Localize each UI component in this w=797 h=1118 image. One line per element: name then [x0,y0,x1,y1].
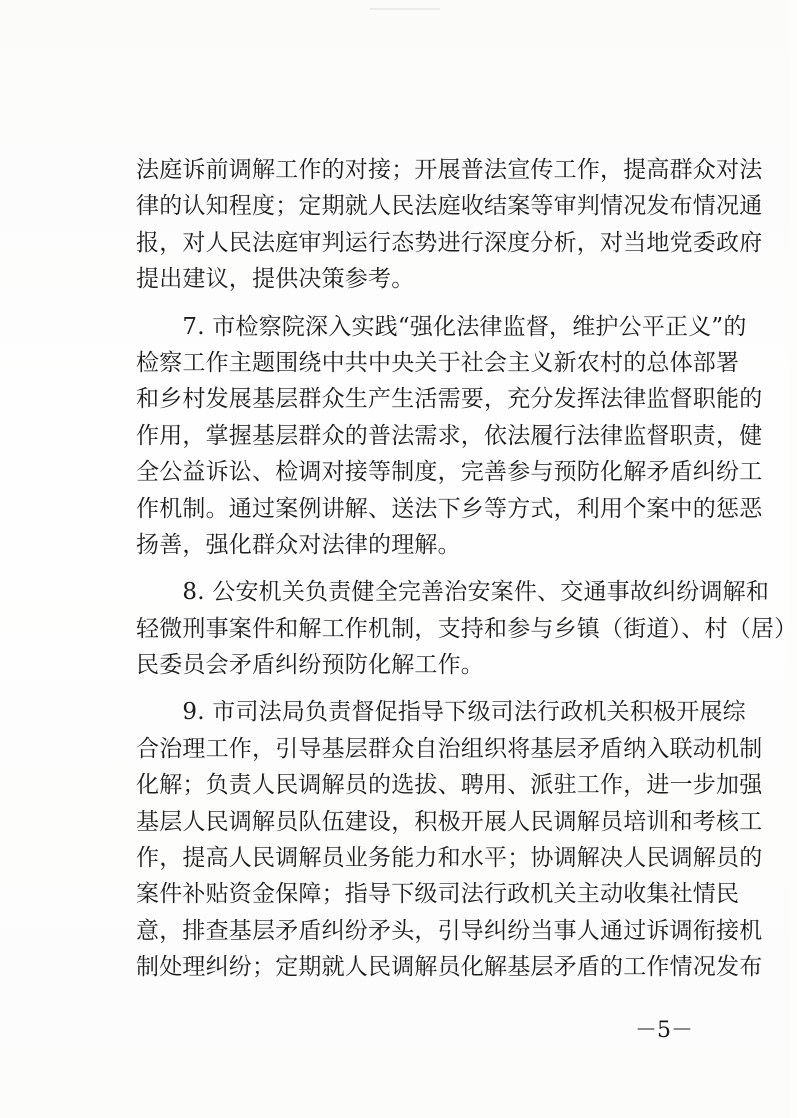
text-line: 轻微刑事案件和解工作机制，支持和参与乡镇（街道）、村（居） [136,615,797,642]
text-line: 检察工作主题围绕中共中央关于社会主义新农村的总体部署 [136,349,740,376]
text-line: 法庭诉前调解工作的对接；开展普法宣传工作，提高群众对法 [136,157,763,183]
text-line: 意，排查基层矛盾纠纷矛头，引导纠纷当事人通过诉调衔接机 [136,917,763,944]
text-line: 7. 市检察院深入实践“强化法律监督，维护公平正义”的 [136,313,747,340]
text-line: 和乡村发展基层群众生产生活需要，充分发挥法律监督职能的 [136,386,763,413]
document-body [136,152,797,986]
text-line: 合治理工作，引导基层群众自治组织将基层矛盾纳入联动机制 [136,735,763,762]
text-line: 基层人民调解员队伍建设，积极开展人民调解员培训和考核工 [136,808,763,835]
text-line: 民委员会矛盾纠纷预防化解工作。 [136,652,484,679]
page-number: －5－ [635,1018,693,1043]
text-line: 8. 公安机关负责健全完善治安案件、交通事故纠纷调解和 [136,579,770,606]
text-line: 律的认知程度；定期就人民法庭收结案等审判情况发布情况通 [136,193,763,220]
scan-artifact [370,8,440,10]
text-line: 案件补贴资金保障；指导下级司法行政机关主动收集社情民 [136,881,740,908]
text-line: 作，提高人民调解员业务能力和水平；协调解决人民调解员的 [136,845,763,872]
text-line: 扬善，强化群众对法律的理解。 [136,531,461,558]
text-line: 化解；负责人民调解员的选拔、聘用、派驻工作，进一步加强 [136,772,763,799]
text-line: 作用，掌握基层群众的普法需求，依法履行法律监督职责，健 [136,422,763,449]
text-line: 全公益诉讼、检调对接等制度，完善参与预防化解矛盾纠纷工 [136,459,763,486]
text-line: 提出建议，提供决策参考。 [136,266,415,293]
text-line: 报，对人民法庭审判运行态势进行深度分析，对当地党委政府 [136,229,763,256]
text-line: 制处理纠纷；定期就人民调解员化解基层矛盾的工作情况发布 [136,954,763,981]
text-line: 作机制。通过案例讲解、送法下乡等方式，利用个案中的惩恶 [136,495,763,522]
text-line: 9. 市司法局负责督促指导下级司法行政机关积极开展综 [136,699,746,726]
